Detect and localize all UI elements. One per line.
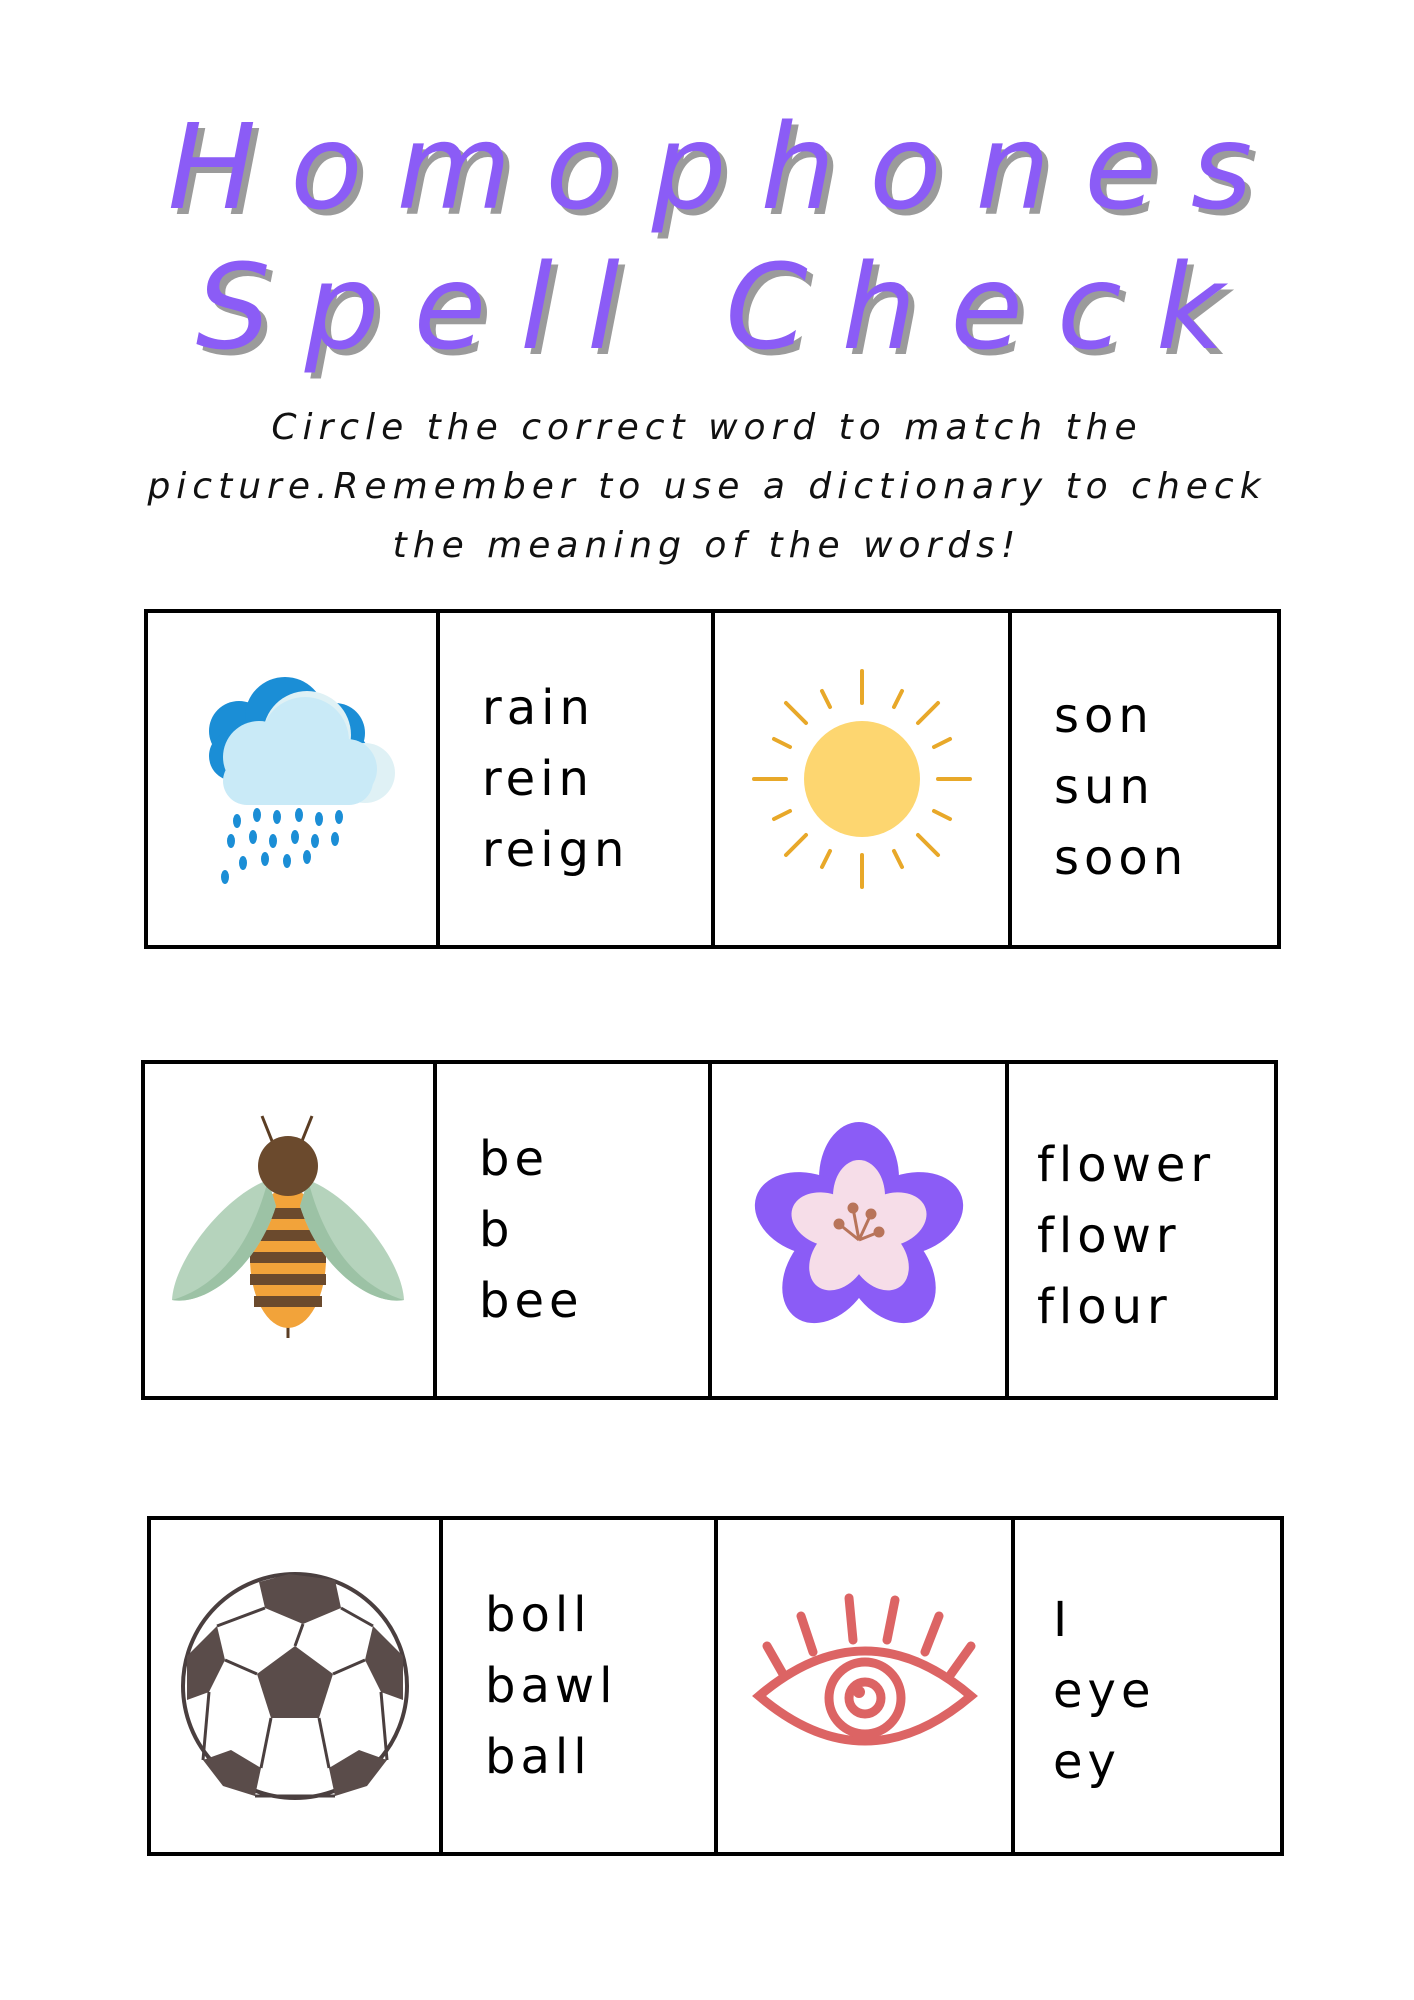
- word-option[interactable]: flower: [1037, 1136, 1216, 1193]
- picture-cell: [151, 1520, 443, 1852]
- row-3: [147, 1516, 1284, 1856]
- word-option[interactable]: bawl: [485, 1657, 618, 1714]
- sun-icon: [742, 659, 982, 899]
- title-line-1: Homophones: [167, 98, 1287, 236]
- word-choices: [1012, 613, 1277, 945]
- word-choices: [1009, 1064, 1274, 1396]
- picture-cell: [715, 613, 1012, 945]
- word-choices: [1015, 1520, 1280, 1852]
- word-option[interactable]: ey: [1053, 1733, 1121, 1790]
- title-line-2: Spell Check: [195, 238, 1259, 376]
- word-option[interactable]: rein: [482, 750, 594, 807]
- word-choices: [443, 1520, 718, 1852]
- word-option[interactable]: son: [1054, 687, 1154, 744]
- word-choices: [440, 613, 715, 945]
- word-option[interactable]: soon: [1054, 829, 1189, 886]
- word-option[interactable]: reign: [482, 821, 630, 878]
- word-option[interactable]: ball: [485, 1728, 592, 1785]
- soccer-ball-icon: [175, 1566, 415, 1806]
- bee-icon: [164, 1110, 414, 1350]
- row-2: [141, 1060, 1278, 1400]
- picture-cell: [145, 1064, 437, 1396]
- word-option[interactable]: eye: [1053, 1662, 1156, 1719]
- word-choices: [437, 1064, 712, 1396]
- word-option[interactable]: b: [479, 1201, 515, 1258]
- picture-cell: [712, 1064, 1009, 1396]
- rain-cloud-icon: [177, 669, 407, 889]
- flower-icon: [749, 1120, 969, 1340]
- instructions: Circle the correct word to match the picture.Remember to use a dictionary to check the meaning of the words!: [147, 407, 1267, 566]
- word-option[interactable]: rain: [482, 679, 595, 736]
- eye-icon: [745, 1586, 985, 1786]
- row-1: [144, 609, 1281, 949]
- word-option[interactable]: sun: [1054, 758, 1155, 815]
- picture-cell: [148, 613, 440, 945]
- word-option[interactable]: flowr: [1037, 1207, 1181, 1264]
- word-option[interactable]: boll: [485, 1586, 592, 1643]
- word-option[interactable]: bee: [479, 1272, 584, 1329]
- word-option[interactable]: be: [479, 1130, 549, 1187]
- word-option[interactable]: I: [1053, 1591, 1073, 1648]
- word-option[interactable]: flour: [1037, 1278, 1172, 1335]
- picture-cell: [718, 1520, 1015, 1852]
